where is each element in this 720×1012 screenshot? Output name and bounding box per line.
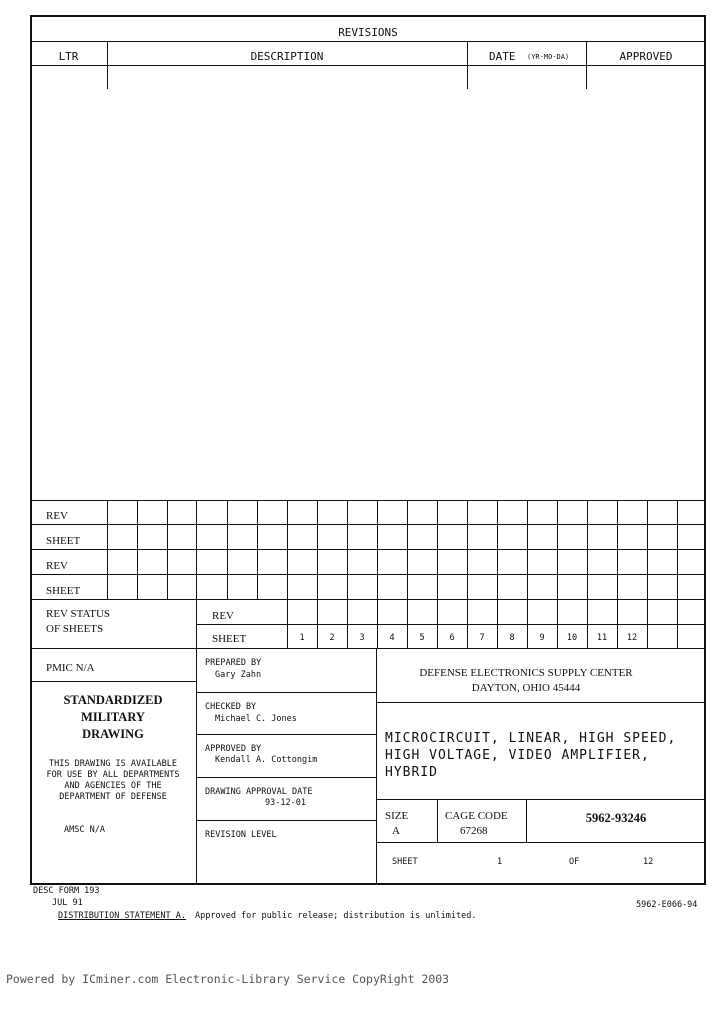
checked-label: CHECKED BY [205, 702, 257, 712]
divider [30, 549, 706, 550]
sheet-number: 7 [479, 633, 485, 643]
grid-line [407, 500, 408, 648]
grid-line [227, 500, 228, 599]
divider [30, 648, 706, 649]
sheet-number: 11 [596, 633, 608, 643]
grid-line [137, 500, 138, 599]
drawing-title: HYBRID [385, 765, 438, 780]
checked-name: Michael C. Jones [215, 714, 297, 724]
drawing-title: MICROCIRCUIT, LINEAR, HIGH SPEED, [385, 731, 677, 746]
form-number: DESC FORM 193 [33, 886, 100, 896]
pmic-label: PMIC N/A [46, 662, 95, 674]
grid-line [347, 500, 348, 648]
sheet-number: 3 [359, 633, 365, 643]
grid-line [587, 500, 588, 648]
availability-text: AND AGENCIES OF THE [64, 781, 162, 791]
divider [30, 500, 706, 501]
grid-line [617, 500, 618, 648]
sheet-number: 8 [509, 633, 515, 643]
grid-line [677, 500, 678, 648]
size-value: A [392, 825, 400, 837]
grid-line [257, 500, 258, 599]
document-code: 5962-E066-94 [636, 900, 698, 910]
grid-line [497, 500, 498, 648]
prepared-label: PREPARED BY [205, 658, 262, 668]
smd-title: STANDARDIZED [63, 693, 163, 707]
grid-line [107, 500, 108, 599]
availability-text: FOR USE BY ALL DEPARTMENTS [46, 770, 180, 780]
divider [30, 524, 706, 525]
col-description-header: DESCRIPTION [250, 50, 324, 63]
grid-line [647, 500, 648, 648]
smd-title: DRAWING [82, 727, 144, 741]
divider [376, 702, 706, 703]
approved-label: APPROVED BY [205, 744, 262, 754]
grid-line [437, 500, 438, 648]
divider [30, 65, 706, 66]
rev-status-label: REV STATUS [46, 608, 111, 620]
approval-date-value: 93-12-01 [265, 798, 306, 808]
col-date-header: DATE [489, 50, 516, 63]
revisions-title: REVISIONS [338, 26, 398, 39]
divider [196, 599, 197, 648]
divider [196, 692, 376, 693]
grid-line [317, 500, 318, 648]
divider [376, 842, 706, 843]
agency-address: DAYTON, OHIO 45444 [471, 682, 581, 694]
divider [30, 574, 706, 575]
grid-line [287, 500, 288, 648]
distribution-statement-text: Approved for public release; distribution is unlimited. [195, 911, 477, 921]
sheet-number: 12 [626, 633, 638, 643]
cage-code-value: 67268 [460, 825, 488, 837]
availability-text: THIS DRAWING IS AVAILABLE [49, 759, 177, 769]
sheet-number: 10 [566, 633, 578, 643]
row-label-sheet: SHEET [46, 535, 81, 547]
powered-by-text: Powered by ICminer.com Electronic-Library Service CopyRight 2003 [6, 972, 450, 986]
sheet-number: 9 [539, 633, 545, 643]
row-label-sheet: SHEET [46, 585, 81, 597]
sheet-number: 1 [299, 633, 305, 643]
sheet-number: 5 [419, 633, 425, 643]
divider [30, 41, 706, 42]
row-label-rev: REV [46, 510, 68, 522]
sheet-number: 2 [329, 633, 335, 643]
drawing-title: HIGH VOLTAGE, VIDEO AMPLIFIER, [385, 748, 650, 763]
of-label: OF [569, 857, 580, 867]
grid-line [377, 500, 378, 648]
grid-line [196, 500, 197, 599]
grid-line [167, 500, 168, 599]
agency-name: DEFENSE ELECTRONICS SUPPLY CENTER [419, 667, 633, 679]
sheet-number: 6 [449, 633, 455, 643]
row-label-rev: REV [46, 560, 68, 572]
divider [196, 777, 376, 778]
approved-name: Kendall A. Cottongim [215, 755, 318, 765]
of-value: 12 [643, 857, 654, 867]
divider [30, 599, 706, 600]
col-date-format: (YR-MO-DA) [527, 53, 570, 61]
divider [196, 734, 376, 735]
grid-line [467, 500, 468, 648]
cage-code-label: CAGE CODE [445, 810, 508, 822]
divider [196, 648, 197, 885]
sheet-label: SHEET [212, 633, 247, 645]
amsc-label: AMSC N/A [64, 825, 105, 835]
distribution-statement-label: DISTRIBUTION STATEMENT A. [58, 911, 186, 921]
drawing-number: 5962-93246 [585, 811, 647, 825]
divider [437, 799, 438, 842]
smd-title: MILITARY [81, 710, 145, 724]
sheet-value: 1 [497, 857, 503, 867]
size-label: SIZE [385, 810, 409, 822]
rev-label: REV [212, 610, 234, 622]
sheet-number: 4 [389, 633, 395, 643]
rev-status-label: OF SHEETS [46, 623, 104, 635]
grid-line [527, 500, 528, 648]
divider [30, 681, 196, 682]
col-approved-header: APPROVED [619, 50, 673, 63]
approval-date-label: DRAWING APPROVAL DATE [205, 787, 313, 797]
form-date: JUL 91 [52, 898, 83, 908]
col-ltr-header: LTR [58, 50, 79, 63]
divider [196, 820, 376, 821]
divider [196, 624, 706, 625]
grid-line [557, 500, 558, 648]
availability-text: DEPARTMENT OF DEFENSE [59, 792, 167, 802]
sheet-label: SHEET [392, 857, 418, 867]
prepared-name: Gary Zahn [215, 670, 262, 680]
divider [376, 799, 706, 800]
revision-level-label: REVISION LEVEL [205, 830, 277, 840]
